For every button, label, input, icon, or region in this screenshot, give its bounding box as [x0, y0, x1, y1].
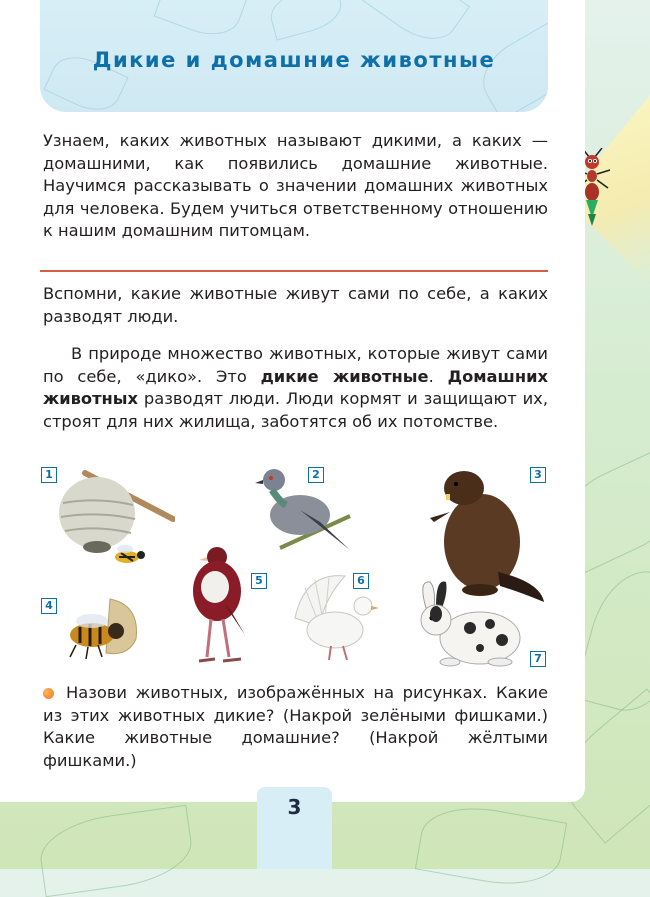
- lesson-intro: Узнаем, каких животных называют дикими, а каких — домашними, как появились домашние животные. Научимся рассказывать о значении домашних животных для человека. Будем учиться ответственному отношению к нашим домашним питомцам.: [43, 131, 548, 241]
- divider-line: [40, 270, 548, 272]
- background-leaf: [36, 805, 197, 897]
- red-pigeon-image: [185, 545, 265, 670]
- task-text: Назови животных, изображённых на рисунках. Какие из этих животных дикие? (Накрой зелёными фишками.) Какие животные домашние? (Накрой жёлтыми фишками.): [43, 683, 548, 770]
- task-paragraph: [43, 682, 548, 772]
- bee-image: [62, 595, 142, 665]
- header-leaf: [154, 0, 249, 44]
- main-paragraph: [43, 343, 548, 433]
- background-leaf: [415, 798, 567, 894]
- page-title: Дикие и домашние животные: [92, 48, 496, 72]
- main-text-part: В природе множество животных, которые живут сами по себе, «дико». Это: [43, 344, 548, 386]
- figure-number: 3: [530, 467, 546, 483]
- figure-number: 7: [530, 651, 546, 667]
- rock-pigeon-image: [250, 460, 360, 560]
- page-number: 3: [257, 787, 332, 869]
- header-leaf: [266, 0, 346, 41]
- figure-number: 6: [353, 573, 369, 589]
- wasp-nest-image: [55, 467, 175, 577]
- figure-number: 5: [251, 573, 267, 589]
- figure-number: 4: [41, 598, 57, 614]
- figure-number: 2: [308, 467, 324, 483]
- main-text-part: разводят люди. Люди кормят и защищают их, строят для них жилища, заботятся об их потомстве.: [43, 389, 548, 431]
- spotted-rabbit-image: [410, 578, 525, 673]
- term-wild-animals: дикие животные: [260, 366, 429, 386]
- white-dove-image: [285, 568, 385, 668]
- figure-number: 1: [41, 467, 57, 483]
- recall-prompt: Вспомни, какие животные живут сами по себе, а каких разводят люди.: [43, 284, 548, 326]
- header-banner: [40, 0, 548, 112]
- header-leaf: [362, 0, 470, 53]
- main-text-part: .: [428, 366, 448, 386]
- term-domestic-animals: Домашних животных: [43, 366, 548, 409]
